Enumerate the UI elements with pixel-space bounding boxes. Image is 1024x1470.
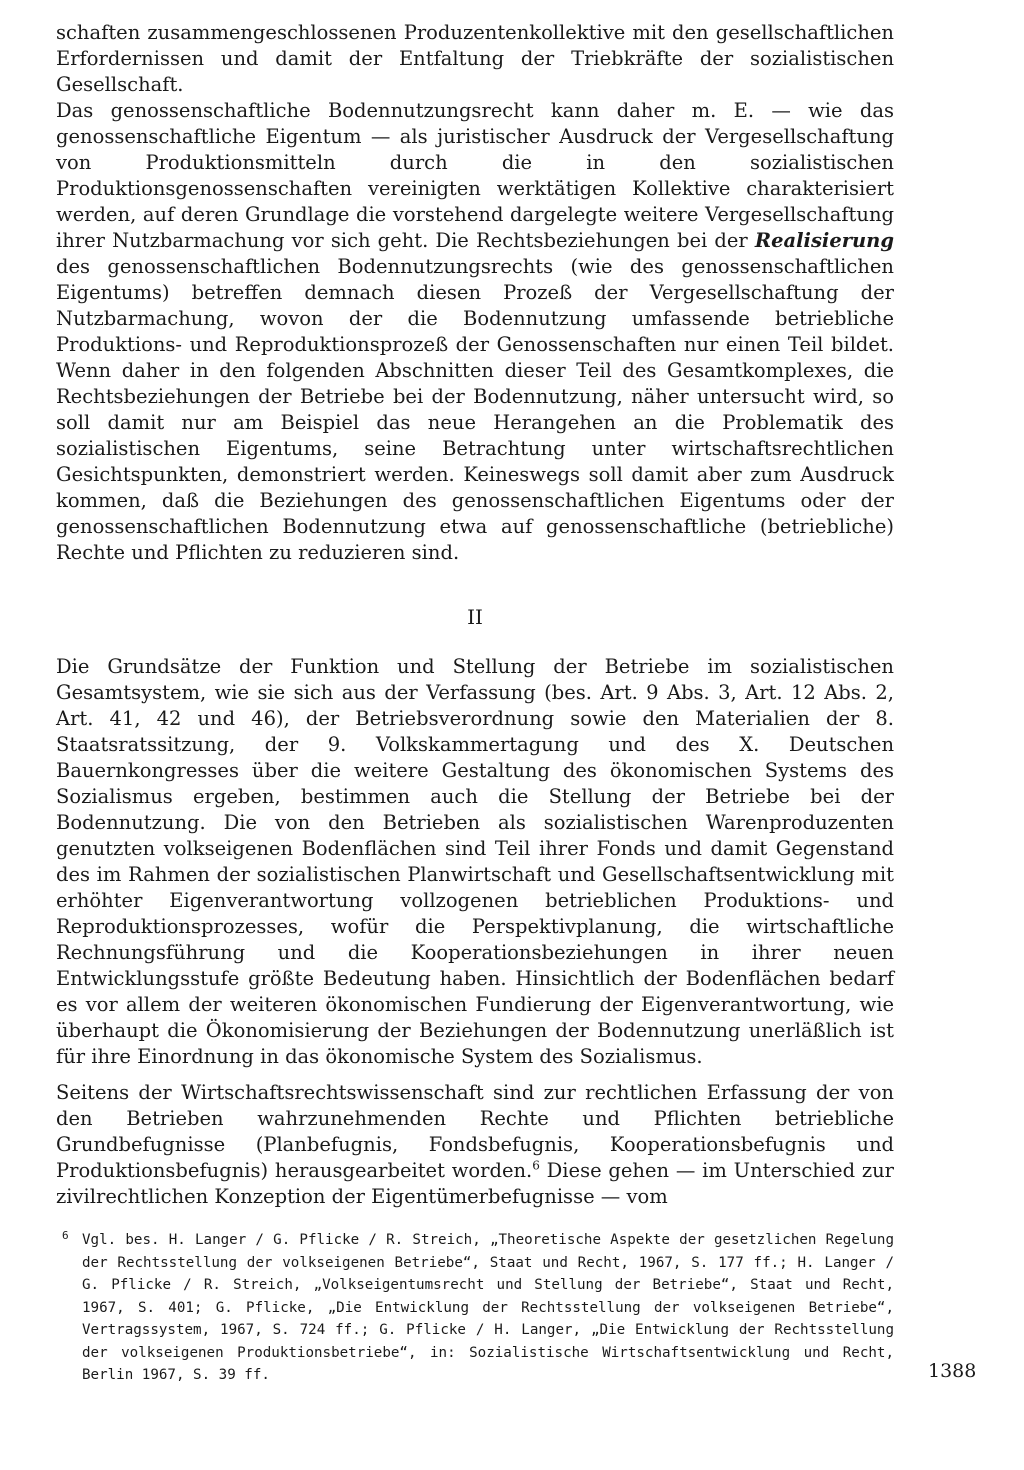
footnote-text: Vgl. bes. H. Langer / G. Pflicke / R. Streich, „Theoretische Aspekte der gesetzlichen Regelung der Rechtsstellung der volkseigenen Betriebe“, Staat und Recht, 1967, S. 177 ff.; H. Langer / G. Pflicke / R. Streich, „Volkseigentumsrecht und Stellung der Betriebe“, Staat und Recht, 1967, S. 401; G. Pflicke, „Die Entwicklung der Rechtsstellung der volkseigenen Betriebe“, Vertragssystem, 1967, S. 724 ff.; G. Pflicke / H. Langer, „Die Entwicklung der Rechtsstellung der volkseigenen Produktionsbetriebe“, in: Sozialistische Wirtschaftsentwicklung und Recht, Berlin 1967, S. 39 ff. <box>82 1232 894 1383</box>
paragraph-continuation <box>56 20 894 98</box>
paragraph-text: schaften zusammengeschlossenen Produzentenkollektive mit den gesellschaftlichen Erfordernissen und damit der Entfaltung der Triebkräfte der sozialistischen Gesellschaft. <box>56 21 894 96</box>
page-number: 1388 <box>928 1360 977 1382</box>
paragraph-segment: Das genossenschaftliche Bodennutzungsrecht kann daher m. E. — wie das genossenschaftliche Eigentum — als juristischer Ausdruck der Vergesellschaftung von Produktionsmitteln durch die in den sozialistischen Produktionsgenossenschaften vereinigten werktätigen Kollektive charakterisiert werden, auf deren Grundlage die vorstehend dargelegte weitere Vergesellschaftung ihrer Nutzbarmachung vor sich geht. Die Rechtsbeziehungen bei der <box>56 99 894 252</box>
section-heading: II <box>467 605 483 629</box>
paragraph-segment: Diese gehen — im Unterschied zur zivilrechtlichen Konzeption der Eigentümerbefugnisse — vom <box>56 1159 894 1208</box>
paragraph-principles <box>56 654 894 1070</box>
footnote <box>62 1229 894 1387</box>
emphasized-term: Realisierung <box>754 229 894 252</box>
paragraph-segment: Seitens der Wirtschaftsrechtswissenschaft sind zur rechtlichen Erfassung der von den Betrieben wahrzunehmenden Rechte und Pflichten betriebliche Grundbefugnisse (Planbefugnis, Fondsbefugnis, Kooperationsbefugnis und Produktionsbefugnis) herausgearbeitet worden. <box>56 1081 894 1182</box>
footnote-reference[interactable]: 6 <box>532 1158 540 1173</box>
paragraph-text <box>56 1080 894 1210</box>
footnote-marker: 6 <box>62 1229 69 1242</box>
paragraph-text <box>56 98 894 566</box>
paragraph-text: Die Grundsätze der Funktion und Stellung der Betriebe im sozialistischen Gesamtsystem, wie sie sich aus der Verfassung (bes. Art. 9 Abs. 3, Art. 12 Abs. 2, Art. 41, 42 und 46), der Betriebsverordnung sowie den Materialien der 8. Staatsratssitzung, der 9. Volkskammertagung und des X. Deutschen Bauernkongresses über die weitere Gestaltung des ökonomischen Systems des Sozialismus ergeben, bestimmen auch die Stellung der Betriebe bei der Bodennutzung. Die von den Betrieben als sozialistischen Warenproduzenten genutzten volkseigenen Bodenflächen sind Teil ihrer Fonds und damit Gegenstand des im Rahmen der sozialistischen Planwirtschaft und Gesellschaftsentwicklung mit erhöhter Eigenverantwortung vollzogenen betrieblichen Produktions- und Reproduktionsprozesses, wofür die Perspektivplanung, die wirtschaftliche Rechnungsführung und die Kooperationsbeziehungen in ihrer neuen Entwicklungsstufe größte Bedeutung haben. Hinsichtlich der Bodenflächen bedarf es vor allem der weiteren ökonomischen Fundierung der Eigenverantwortung, wie überhaupt die Ökonomisierung der Beziehungen der Bodennutzung unerläßlich ist für ihre Einordnung in das ökonomische System des Sozialismus. <box>56 655 894 1068</box>
paragraph-property-rights <box>56 98 894 566</box>
paragraph-economic-law <box>56 1080 894 1210</box>
paragraph-segment: des genossenschaftlichen Bodennutzungsrechts (wie des genossenschaftlichen Eigentums) betreffen demnach diesen Prozeß der Vergesellschaftung der Nutzbarmachung, wovon der die Bodennutzung umfassende betriebliche Produktions- und Reproduktionsprozeß der Genossenschaften nur einen Teil bildet. Wenn daher in den folgenden Abschnitten dieser Teil des Gesamtkomplexes, die Rechtsbeziehungen der Betriebe bei der Bodennutzung, näher untersucht wird, so soll damit nur am Beispiel das neue Herangehen an die Problematik des sozialistischen Eigentums, seine Betrachtung unter wirtschaftsrechtlichen Gesichtspunkten, demonstriert werden. Keineswegs soll damit aber zum Ausdruck kommen, daß die Beziehungen des genossenschaftlichen Eigentums oder der genossenschaftlichen Bodennutzung etwa auf genossenschaftliche (betriebliche) Rechte und Pflichten zu reduzieren sind. <box>56 255 894 564</box>
